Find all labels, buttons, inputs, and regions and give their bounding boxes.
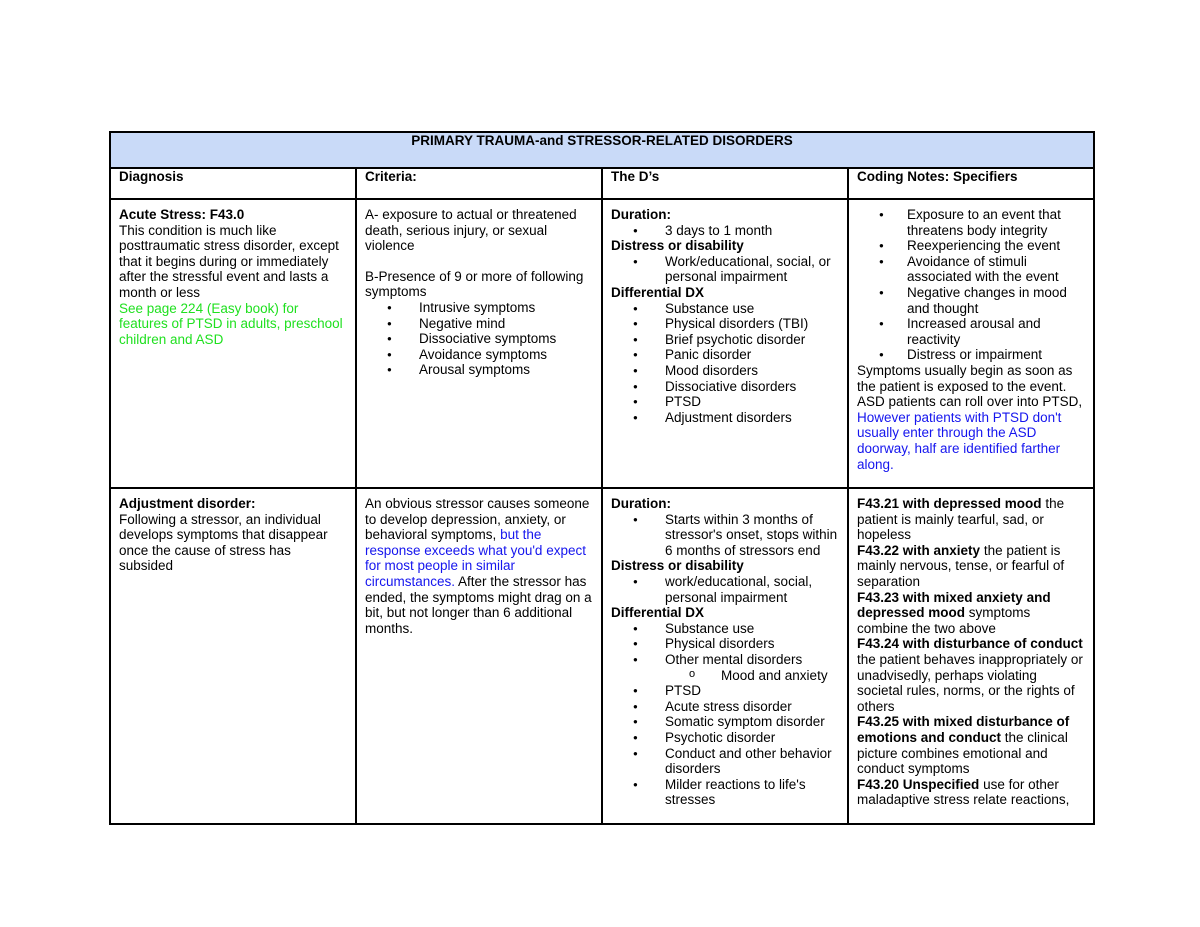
- list-item: ● Avoidance of stimuli associated with the event: [879, 254, 1085, 285]
- list-item: ● Intrusive symptoms: [387, 300, 593, 316]
- adjustment-coding-cell: [848, 488, 1094, 824]
- list-item: ● Psychotic disorder: [633, 730, 839, 746]
- coding-code: F43.21 with depressed mood: [857, 496, 1042, 511]
- header-diagnosis: Diagnosis: [110, 168, 356, 199]
- adjustment-distress-list: [611, 574, 839, 605]
- list-item: ● Reexperiencing the event: [879, 238, 1085, 254]
- coding-code: F43.23 with mixed anxiety and depressed mood: [857, 589, 1051, 621]
- acute-coding-list: [857, 207, 1085, 363]
- adjustment-duration-label: Duration:: [611, 496, 671, 511]
- adjustment-criteria-part1: An obvious stressor causes someone to develop depression, anxiety, or behavioral symptoms,: [365, 496, 590, 543]
- coding-code: F43.25 with mixed disturbance of emotions and conduct: [857, 714, 1070, 745]
- list-item: ● PTSD: [633, 683, 839, 699]
- coding-entry: [857, 777, 1085, 808]
- list-item: ● Dissociative symptoms: [387, 331, 593, 347]
- acute-diagnosis-cell: [110, 199, 356, 488]
- coding-text: the patient behaves inappropriately or unadvisedly, perhaps violating societal rules, norms, or the rights of others: [857, 651, 1083, 714]
- list-item: ● Adjustment disorders: [633, 410, 839, 426]
- coding-text: the clinical picture combines emotional and conduct symptoms: [857, 729, 1068, 777]
- header-coding: Coding Notes: Specifiers: [848, 168, 1094, 199]
- table-title: PRIMARY TRAUMA-and STRESSOR-RELATED DISORDERS: [110, 132, 1094, 168]
- acute-distress-list: [611, 254, 839, 285]
- coding-code: F43.24 with disturbance of conduct: [857, 636, 1083, 652]
- list-item: ● 3 days to 1 month: [633, 223, 839, 239]
- adjustment-differential-list: [611, 621, 839, 808]
- list-item: ● Avoidance symptoms: [387, 347, 593, 363]
- list-item: ● Starts within 3 months of stressor's onset, stops within 6 months of stressors end: [633, 512, 839, 559]
- coding-entry: [857, 590, 1085, 637]
- coding-text: use for other maladaptive stress relate reactions,: [857, 776, 1070, 808]
- adjustment-diagnosis-name: Adjustment disorder:: [119, 496, 256, 511]
- list-item: ● Somatic symptom disorder: [633, 714, 839, 730]
- adjustment-ds-cell: [602, 488, 848, 824]
- coding-text: symptoms combine the two above: [857, 605, 1031, 636]
- adjustment-diagnosis-cell: [110, 488, 356, 824]
- list-item: ● Substance use: [633, 621, 839, 637]
- list-item: ● Work/educational, social, or personal impairment: [633, 254, 839, 285]
- adjustment-criteria-highlight: but the response exceeds what you'd expect for most people in similar circumstances.: [365, 527, 586, 589]
- adjustment-duration-list: [611, 512, 839, 559]
- disorders-table: [109, 131, 1095, 825]
- header-ds: The D’s: [602, 168, 848, 199]
- list-item: ● Physical disorders (TBI): [633, 316, 839, 332]
- adjustment-distress-label: Distress or disability: [611, 558, 744, 574]
- list-item: ● work/educational, social, personal impairment: [633, 574, 839, 605]
- coding-code: F43.22 with anxiety: [857, 542, 981, 558]
- coding-code: F43.20 Unspecified: [857, 776, 980, 792]
- list-item: ● PTSD: [633, 394, 839, 410]
- list-item: ● Conduct and other behavior disorders: [633, 746, 839, 777]
- adjustment-criteria-cell: [356, 488, 602, 824]
- acute-diagnosis-note: See page 224 (Easy book) for features of PTSD in adults, preschool children and ASD: [119, 300, 343, 347]
- acute-coding-cell: [848, 199, 1094, 488]
- sub-list: [665, 668, 839, 684]
- adjustment-differential-label: Differential DX: [611, 605, 705, 621]
- list-item: ● Substance use: [633, 301, 839, 317]
- list-item: ● Negative changes in mood and thought: [879, 285, 1085, 316]
- header-criteria: Criteria:: [356, 168, 602, 199]
- list-item: ● Exposure to an event that threatens body integrity: [879, 207, 1085, 238]
- list-item: ● Distress or impairment: [879, 347, 1085, 363]
- list-item: ● Increased arousal and reactivity: [879, 316, 1085, 347]
- coding-text: the patient is mainly tearful, sad, or hopeless: [857, 496, 1065, 543]
- table-row-adjustment: [110, 488, 1094, 824]
- acute-coding-note: However patients with PTSD don't usually enter through the ASD doorway, half are identified farther along.: [857, 409, 1062, 472]
- list-item: ● Panic disorder: [633, 347, 839, 363]
- list-item: ● Milder reactions to life's stresses: [633, 777, 839, 808]
- acute-criteria-a: A- exposure to actual or threatened death, serious injury, or sexual violence: [365, 207, 577, 254]
- list-item: ● Physical disorders: [633, 636, 839, 652]
- acute-diagnosis-description: This condition is much like posttraumatic stress disorder, except that it begins during or immediately after the stressful event and lasts a month or less: [119, 222, 339, 300]
- coding-entry: [857, 714, 1085, 776]
- acute-diagnosis-name: Acute Stress: F43.0: [119, 207, 245, 222]
- acute-criteria-cell: [356, 199, 602, 488]
- list-item: o Mood and anxiety: [689, 668, 839, 684]
- list-item: ● Mood disorders: [633, 363, 839, 379]
- list-item: [633, 652, 839, 683]
- adjustment-criteria-text: [365, 496, 593, 636]
- acute-criteria-b: B-Presence of 9 or more of following symptoms: [365, 268, 584, 300]
- coding-entry: [857, 496, 1085, 543]
- list-item-label: Other mental disorders: [665, 651, 803, 667]
- adjustment-criteria-part2: After the stressor has ended, the symptoms might drag on a bit, but not longer than 6 additional months.: [365, 573, 592, 636]
- acute-ds-cell: [602, 199, 848, 488]
- list-item: ● Brief psychotic disorder: [633, 332, 839, 348]
- coding-entry: [857, 543, 1085, 590]
- adjustment-diagnosis-description: Following a stressor, an individual develops symptoms that disappear once the cause of stress has subsided: [119, 511, 328, 574]
- coding-entry: [857, 636, 1085, 714]
- acute-duration-list: [611, 223, 839, 239]
- acute-symptom-list: [365, 300, 593, 378]
- acute-distress-label: Distress or disability: [611, 238, 744, 254]
- acute-coding-text: Symptoms usually begin as soon as the patient is exposed to the event. ASD patients can roll over into PTSD,: [857, 362, 1083, 410]
- list-item: ● Acute stress disorder: [633, 699, 839, 715]
- list-item: ● Dissociative disorders: [633, 379, 839, 395]
- acute-differential-label: Differential DX: [611, 284, 705, 300]
- acute-duration-label: Duration:: [611, 207, 671, 222]
- table-row-acute-stress: [110, 199, 1094, 488]
- coding-text: the patient is mainly nervous, tense, or fearful of separation: [857, 542, 1065, 589]
- list-item: ● Negative mind: [387, 316, 593, 332]
- list-item: ● Arousal symptoms: [387, 362, 593, 378]
- acute-differential-list: [611, 301, 839, 426]
